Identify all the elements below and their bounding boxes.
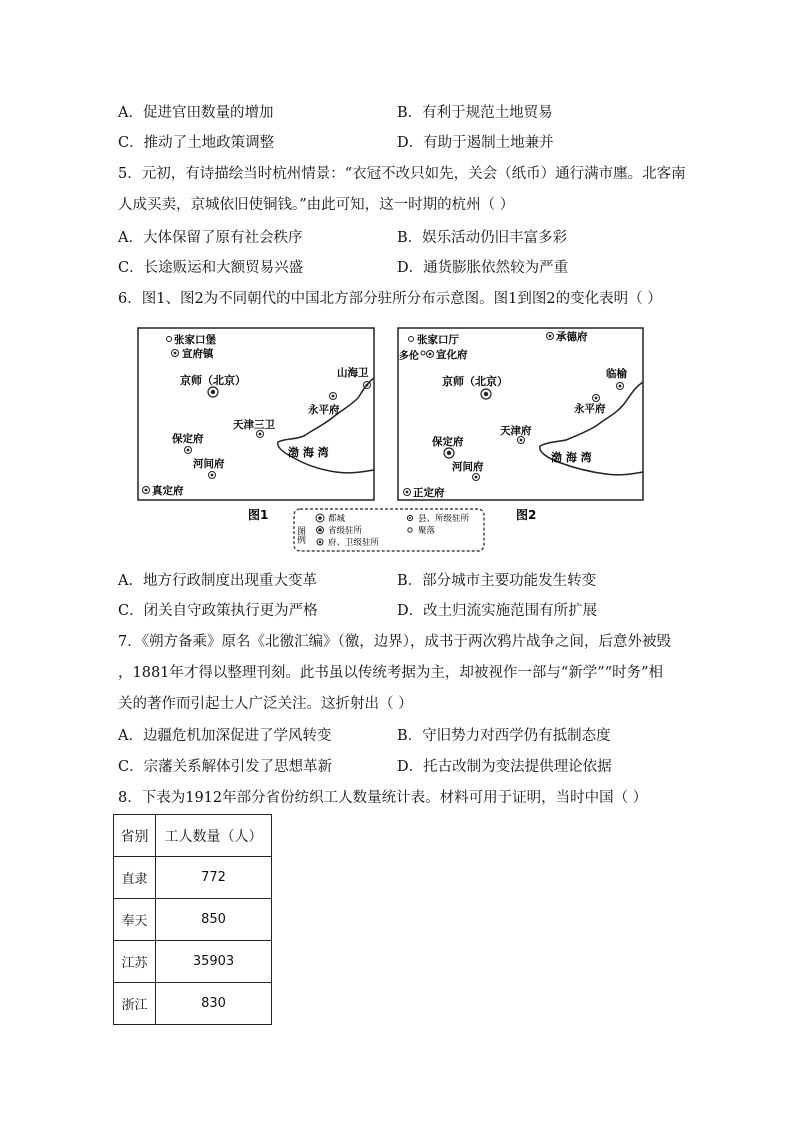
q5-option-b: B．娱乐活动仍旧丰富多彩: [397, 230, 568, 246]
table-row: [114, 899, 272, 941]
table-row: [114, 941, 272, 983]
legend-title: 图例: [295, 526, 305, 544]
q5-option-c: C．长途贩运和大额贸易兴盛: [118, 260, 304, 276]
q5-stem-line1: 5．元初，有诗描绘当时杭州情景：“衣冠不改只如先，关会（纸币）通行满市廛。北客南: [118, 166, 686, 182]
province-cell: 江苏: [114, 941, 156, 983]
map1-capital-label: 京师（北京）: [180, 374, 246, 387]
legend-county: 县、所级驻所: [418, 514, 470, 524]
worker-count-cell: 830: [156, 983, 272, 1025]
q6-option-b: B．部分城市主要功能发生转变: [397, 573, 597, 589]
q7-stem-line1: 7．《朔方备乘》原名《北徼汇编》（徼，边界），成书于两次鸦片战争之间，后意外被毁: [118, 634, 671, 650]
map1-zhangjiakou-label: 张家口堡: [174, 334, 216, 346]
worker-count-cell: 850: [156, 899, 272, 941]
q6-option-d: D．改土归流实施范围有所扩展: [397, 603, 598, 619]
province-cell: 浙江: [114, 983, 156, 1025]
q8-stem: 8．下表为1912年部分省份纺织工人数量统计表。材料可用于证明，当时中国（ ）: [118, 790, 648, 806]
q4-option-a: A．促进官田数量的增加: [118, 105, 274, 121]
map1-hejian-label: 河间府: [193, 458, 225, 470]
table-row: [114, 857, 272, 899]
legend-provincial: 省级驻所: [328, 526, 363, 536]
province-cell: 奉天: [114, 899, 156, 941]
worker-count-cell: 772: [156, 857, 272, 899]
province-cell: 直隶: [114, 857, 156, 899]
map2-zhangjiakou-label: 张家口厅: [417, 334, 459, 346]
map2-caption: 图2: [516, 508, 537, 522]
q5-option-a: A．大体保留了原有社会秩序: [118, 230, 303, 246]
map2-capital-label: 京师（北京）: [442, 375, 508, 388]
map1-zhending-label: 真定府: [152, 485, 184, 497]
map1-caption: 图1: [248, 508, 269, 522]
legend-capital: 都城: [328, 514, 346, 524]
map2-chengde-label: 承德府: [556, 331, 588, 343]
q4-option-b: B．有利于规范土地贸易: [397, 105, 553, 121]
header-province: 省别: [114, 815, 156, 857]
q5-option-d: D．通货膨胀依然较为严重: [397, 260, 569, 276]
map2-yongping-label: 永平府: [574, 403, 606, 415]
map2-tianjin-label: 天津府: [500, 425, 532, 437]
map-2: [398, 328, 643, 500]
q6-option-a: A．地方行政制度出现重大变革: [118, 573, 317, 589]
map2-baoding-label: 保定府: [432, 436, 464, 448]
map1-shanhai-label: 山海卫: [337, 367, 369, 379]
map2-xuanhua-label: 宣化府: [436, 349, 468, 361]
map1-bohai-label: 渤 海 湾: [288, 446, 329, 459]
q8-worker-table: [113, 814, 272, 1025]
map2-linyu-label: 临榆: [606, 368, 627, 380]
q4-option-c: C．推动了土地政策调整: [118, 135, 275, 151]
map2-hejian-label: 河间府: [452, 461, 484, 473]
header-worker-count: 工人数量（人）: [156, 815, 272, 857]
q6-option-c: C．闭关自守政策执行更为严格: [118, 603, 318, 619]
legend-prefecture: 府、卫级驻所: [328, 538, 380, 548]
q7-option-a: A．边疆危机加深促进了学风转变: [118, 728, 332, 744]
q6-maps-figure: [136, 326, 646, 556]
q7-option-c: C．宗藩关系解体引发了思想革新: [118, 759, 333, 775]
q7-stem-line3: 关的著作而引起士人广泛关注。这折射出（ ）: [118, 696, 413, 712]
map2-zhengding-label: 正定府: [413, 487, 445, 499]
q4-option-d: D．有助于遏制土地兼并: [397, 135, 554, 151]
legend-settlement: 聚落: [418, 526, 436, 536]
q7-stem-line2: ，1881年才得以整理刊刻。此书虽以传统考据为主，却被视作一部与“新学”“时务”相: [118, 665, 664, 681]
worker-count-cell: 35903: [156, 941, 272, 983]
map1-tianjin-label: 天津三卫: [233, 419, 275, 431]
map2-duolun-label: 多伦: [399, 351, 419, 362]
map1-baoding-label: 保定府: [172, 433, 204, 445]
map1-yongping-label: 永平府: [308, 404, 340, 416]
q6-stem: 6．图1、图2为不同朝代的中国北方部分驻所分布示意图。图1到图2的变化表明（ ）: [118, 291, 662, 307]
table-header-row: [114, 815, 272, 857]
q7-option-d: D．托古改制为变法提供理论依据: [397, 759, 612, 775]
q7-option-b: B．守旧势力对西学仍有抵制态度: [397, 728, 611, 744]
q5-stem-line2: 人成买卖，京城依旧使铜钱。”由此可知，这一时期的杭州（ ）: [118, 197, 515, 213]
map-1: [138, 328, 374, 500]
map2-bohai-label: 渤 海 湾: [551, 451, 592, 464]
table-row: [114, 983, 272, 1025]
map-legend: [294, 509, 484, 551]
map1-xuanfu-label: 宣府镇: [182, 348, 214, 360]
